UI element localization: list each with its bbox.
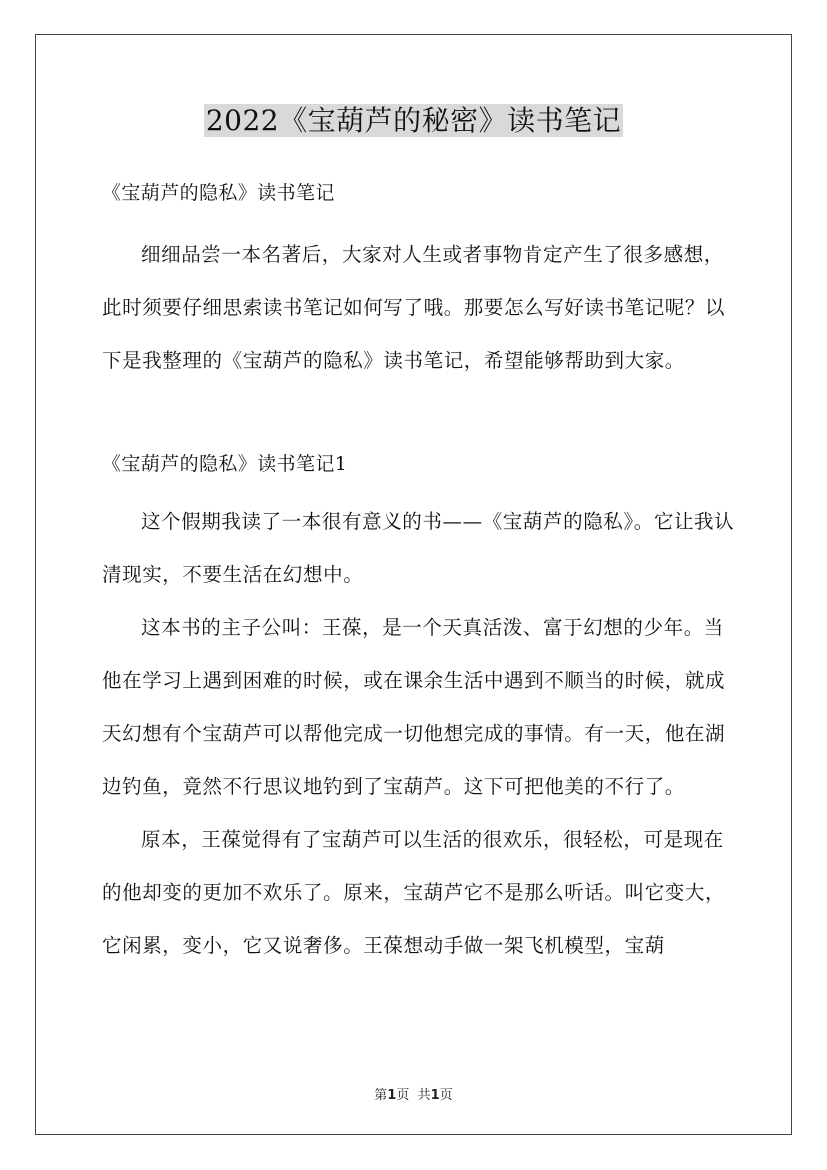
document-subtitle: 《宝葫芦的隐私》读书笔记 <box>102 182 335 204</box>
footer-page-number: 1 <box>387 1088 397 1103</box>
document-title <box>0 100 827 142</box>
footer-total-prefix: 共 <box>417 1088 431 1103</box>
paragraph-3: 原本，王葆觉得有了宝葫芦可以生活的很欢乐，很轻松，可是现在的他却变的更加不欢乐了。原来，宝葫芦它不是那么听话。叫它变大，它闲累，变小，它又说奢侈。王葆想动手做一架飞机模型，宝葫 <box>102 828 726 957</box>
document-title-text: 2022《宝葫芦的秘密》读书笔记 <box>205 104 622 137</box>
paragraph-2: 这本书的主子公叫：王葆，是一个天真活泼、富于幻想的少年。当他在学习上遇到困难的时候，或在课余生活中遇到不顺当的时候，就成天幻想有个宝葫芦可以帮他完成一切他想完成的事情。有一天，他在湖边钓鱼，竟然不行思议地钓到了宝葫芦。这下可把他美的不行了。 <box>102 616 726 798</box>
paragraph-1: 这个假期我读了一本很有意义的书——《宝葫芦的隐私》。它让我认清现实，不要生活在幻想中。 <box>102 510 735 586</box>
section-body <box>102 495 742 972</box>
footer-page-suffix: 页 <box>396 1088 410 1103</box>
intro-paragraph <box>102 228 742 387</box>
section-heading: 《宝葫芦的隐私》读书笔记1 <box>102 453 348 475</box>
page-footer <box>0 1084 827 1103</box>
footer-total-suffix: 页 <box>439 1088 453 1103</box>
footer-total-number: 1 <box>430 1088 440 1103</box>
footer-page-prefix: 第 <box>374 1088 388 1103</box>
intro-text: 细细品尝一本名著后，大家对人生或者事物肯定产生了很多感想，此时须要仔细思索读书笔记如何写了哦。那要怎么写好读书笔记呢？以下是我整理的《宝葫芦的隐私》读书笔记，希望能够帮助到大家。 <box>102 243 726 372</box>
